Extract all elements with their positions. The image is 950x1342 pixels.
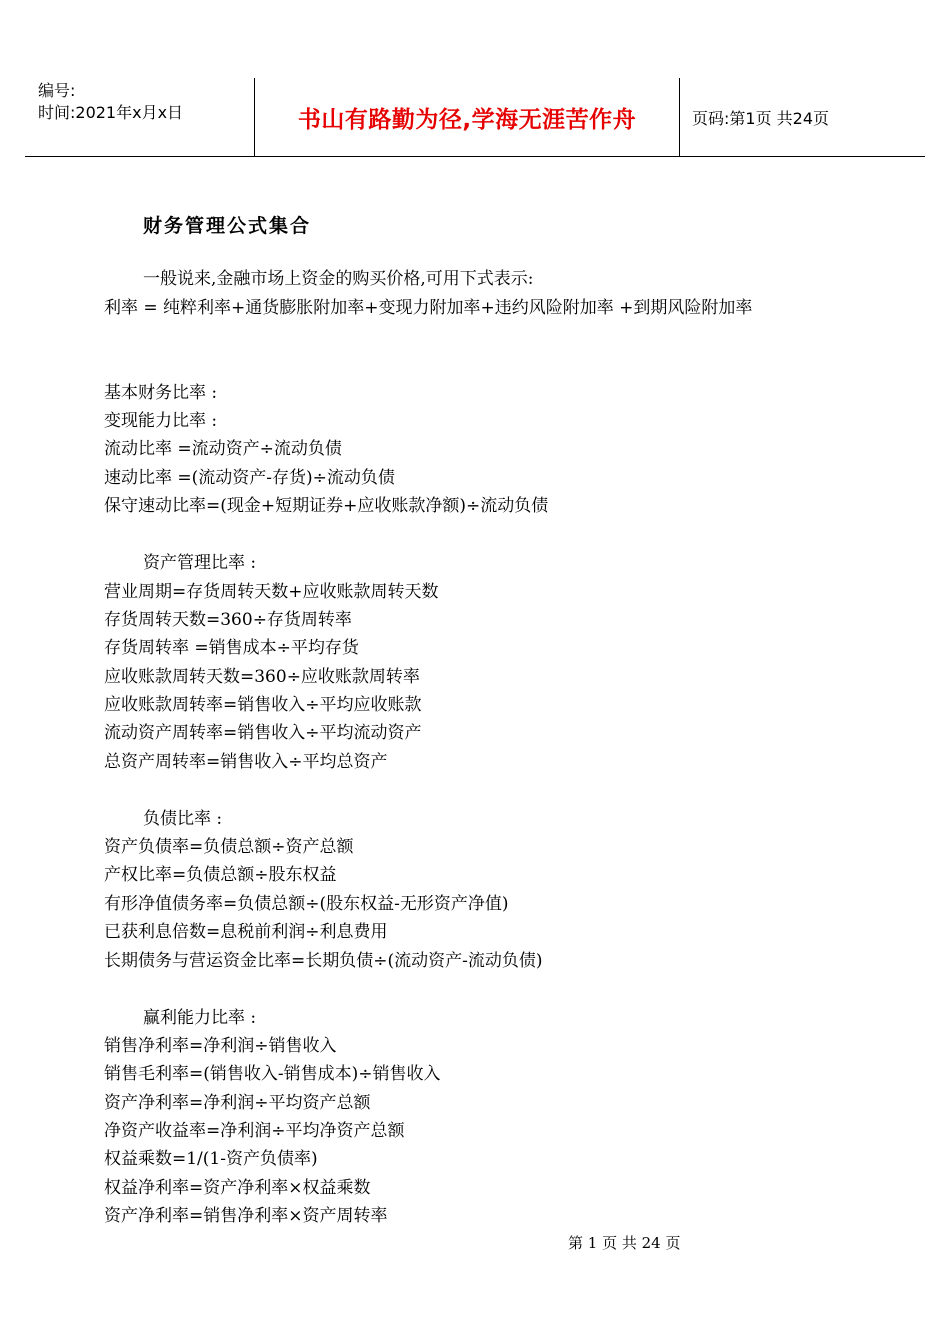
header-page-info: 页码:第1页 共24页 — [692, 108, 830, 128]
formula-line: 保守速动比率=(现金+短期证券+应收账款净额)÷流动负债 — [104, 496, 549, 516]
formula-line: 净资产收益率=净利润÷平均净资产总额 — [104, 1121, 405, 1141]
formula-line: 总资产周转率=销售收入÷平均总资产 — [104, 752, 388, 772]
formula-line: 存货周转率 =销售成本÷平均存货 — [104, 638, 359, 658]
formula-line: 应收账款周转天数=360÷应收账款周转率 — [104, 667, 420, 687]
formula-line: 流动比率 =流动资产÷流动负债 — [104, 439, 342, 459]
formula-line: 权益净利率=资产净利率×权益乘数 — [104, 1178, 371, 1198]
formula-line: 销售毛利率=(销售收入-销售成本)÷销售收入 — [104, 1064, 441, 1084]
rate-formula: 利率 = 纯粹利率+通货膨胀附加率+变现力附加率+违约风险附加率 +到期风险附加率 — [104, 298, 753, 318]
formula-line: 有形净值债务率=负债总额÷(股东权益-无形资产净值) — [104, 894, 509, 914]
formula-line: 存货周转天数=360÷存货周转率 — [104, 610, 352, 630]
header-meta — [25, 78, 254, 156]
formula-line: 速动比率 =(流动资产-存货)÷流动负债 — [104, 468, 395, 488]
formula-line: 产权比率=负债总额÷股东权益 — [104, 865, 337, 885]
formula-line: 已获利息倍数=息税前利润÷利息费用 — [104, 922, 388, 942]
formula-line: 权益乘数=1/(1-资产负债率) — [104, 1149, 318, 1169]
formula-line: 营业周期=存货周转天数+应收账款周转天数 — [104, 582, 439, 602]
formula-line: 流动资产周转率=销售收入÷平均流动资产 — [104, 723, 422, 743]
header-motto: 书山有路勤为径,学海无涯苦作舟 — [297, 106, 637, 133]
formula-line: 资产净利率=销售净利率×资产周转率 — [104, 1206, 388, 1226]
profit-heading: 赢利能力比率 : — [143, 1008, 257, 1028]
page-header — [25, 78, 925, 157]
basic-ratios-heading: 基本财务比率 : — [104, 383, 218, 403]
formula-line: 长期债务与营运资金比率=长期负债÷(流动资产-流动负债) — [104, 951, 543, 971]
debt-heading: 负债比率 : — [143, 809, 223, 829]
liquidity-heading: 变现能力比率 : — [104, 411, 218, 431]
time-label: 时间:2021年x月x日 — [38, 103, 184, 122]
document-title: 财务管理公式集合 — [143, 215, 312, 237]
number-label: 编号: — [38, 81, 76, 100]
formula-line: 资产净利率=净利润÷平均资产总额 — [104, 1093, 371, 1113]
intro-text: 一般说来,金融市场上资金的购买价格,可用下式表示: — [143, 269, 534, 289]
formula-line: 资产负债率=负债总额÷资产总额 — [104, 837, 354, 857]
page-footer: 第 1 页 共 24 页 — [568, 1234, 681, 1252]
asset-mgmt-heading: 资产管理比率 : — [143, 553, 257, 573]
formula-line: 应收账款周转率=销售收入÷平均应收账款 — [104, 695, 422, 715]
formula-line: 销售净利率=净利润÷销售收入 — [104, 1036, 337, 1056]
